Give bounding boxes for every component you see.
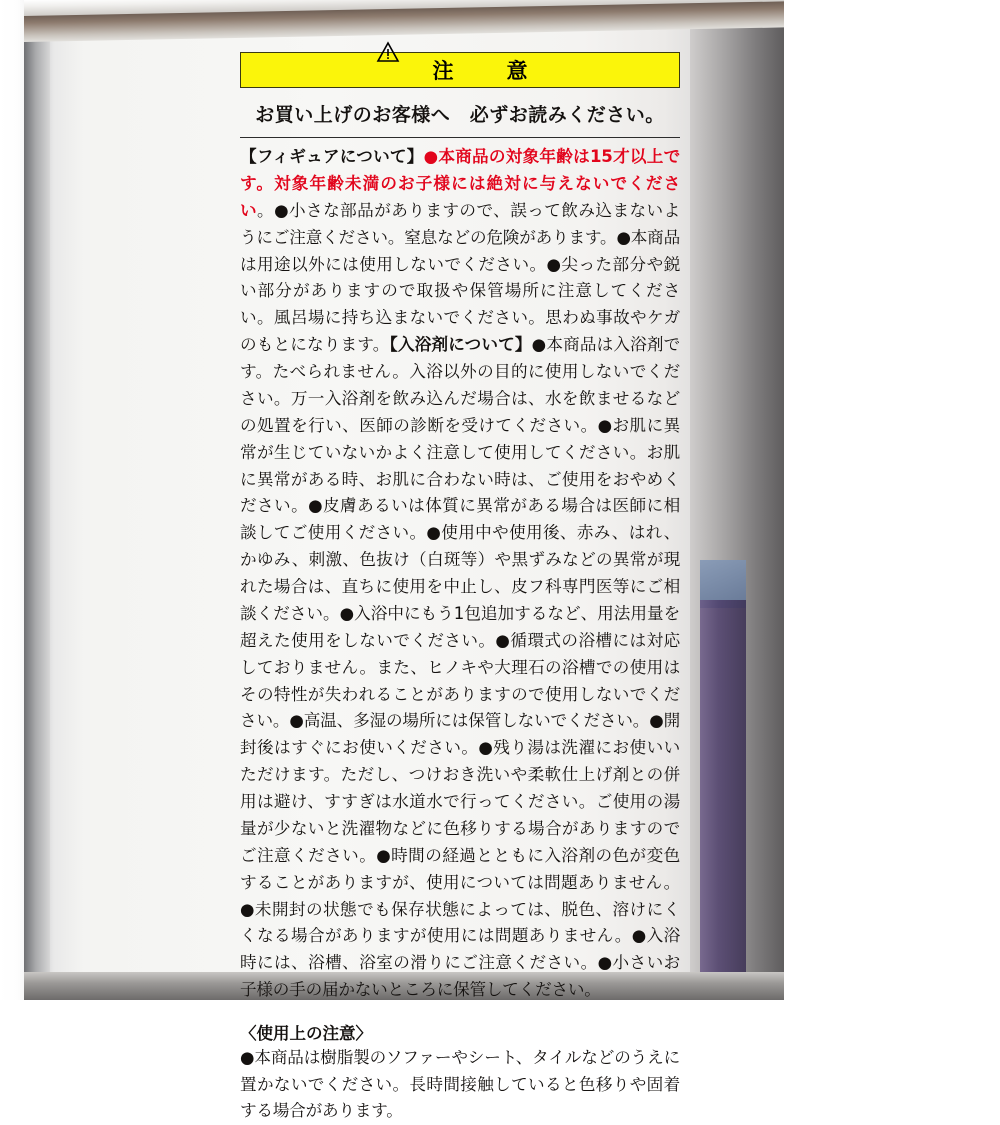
background-right-margin — [784, 0, 1000, 1000]
figure-red-warning: ●本商品の対象年齢は15才以上です。対象年齢未満のお子様には絶対に与えないでください — [240, 147, 681, 220]
bath-section-title: 【入浴剤について】 — [389, 335, 532, 355]
caution-label — [240, 52, 681, 1121]
bath-body-text: ●本商品は入浴剤です。たべられません。入浴以外の目的に使用しないでください。万一入浴剤を飲み込んだ場合は、水を飲ませるなどの処置を行い、医師の診断を受けてください。●お肌に異常が生じていないかよく注意して使用してください。お肌に異常がある時、お肌に合わない時は、ご使用をおやめください。●皮膚あるいは体質に異常がある場合は医師に相談してご使用ください。●使用中や使用後、赤み、はれ、かゆみ、刺激、色抜け（白斑等）や黒ずみなどの異常が現れた場合は、直ちに使用を中止し、皮フ科専門医等にご相談ください。●入浴中にもう1包追加するなど、用法用量を超えた使用をしないでください。●循環式の浴槽には対応しておりません。また、ヒノキや大理石の浴槽での使用はその特性が失われることがありますので使用しないでください。●高温、多湿の場所には保管しないでください。●開封後はすぐにお使いください。●残り湯は洗濯にお使いいただけます。ただし、つけおき洗いや柔軟仕上げ剤との併用は避け、すすぎは水道水で行ってください。ご使用の湯量が少ないと洗濯物などに色移りする場合がありますのでご注意ください。●時間の経過とともに入浴剤の色が変色することがありますが、使用については問題ありません。●未開封の状態でも保存状態によっては、脱色、溶けにくくなる場合がありますが使用には問題ありません。●入浴時には、浴槽、浴室の滑りにご注意ください。●小さいお子様の手の届かないところに保管してください。 — [240, 335, 680, 1000]
usage-notes-heading: 〈使用上の注意〉 — [240, 1024, 372, 1043]
usage-notes-text: ●本商品は樹脂製のソファーやシート、タイルなどのうえに置かないでください。長時間接触していると色移りや固着する場合があります。 — [240, 1048, 680, 1121]
figure-body-text: 。●小さな部品がありますので、誤って飲み込まないようにご注意ください。窒息などの危険があります。●本商品は用途以外には使用しないでください。●尖った部分や鋭い部分がありますので取扱や保管場所に注意してください。風呂場に持ち込まないでください。思わぬ事故やケガのもとになります。 — [240, 200, 680, 355]
caution-title: 注 意 — [432, 59, 544, 83]
caution-body-text — [240, 144, 680, 1004]
figure-section-title: 【フィギュアについて】 — [240, 147, 424, 166]
read-notice-line: お買い上げのお客様へ 必ずお読みください。 — [240, 88, 680, 138]
warning-triangle-icon — [377, 61, 399, 80]
caution-header-bar — [240, 52, 680, 88]
side-panel-purple-band — [700, 600, 746, 972]
product-box-left-fold — [24, 12, 50, 1000]
